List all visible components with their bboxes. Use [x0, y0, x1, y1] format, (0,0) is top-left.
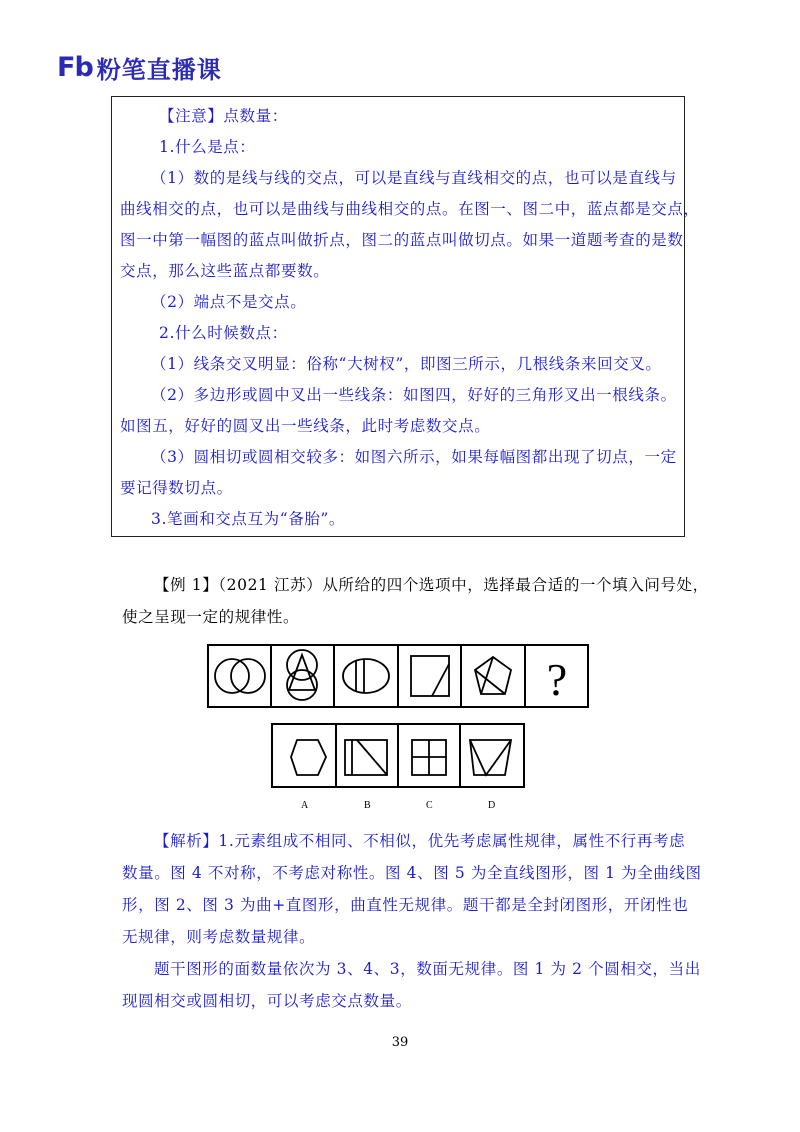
figure-2-circles-triangle: [287, 650, 317, 700]
note-line: 图一中第一幅图的蓝点叫做折点，图二的蓝点叫做切点。如果一道题考查的是数: [120, 231, 684, 249]
figure-3-ellipse-lines: [343, 659, 389, 693]
example-tag: 【例 1】: [154, 576, 219, 594]
note-line: 【注意】点数量：: [159, 107, 288, 125]
analysis-line: 题干图形的面数量依次为 3、4、3，数面无规律。图 1 为 2 个圆相交，当出: [154, 960, 701, 978]
page-number: 39: [391, 1035, 409, 1050]
note-line: 2.什么时候数点：: [159, 324, 288, 342]
brand-name: 粉笔直播课: [96, 56, 222, 84]
option-label-b: B: [364, 800, 371, 811]
option-a-hexagon: [291, 740, 326, 775]
option-label-d: D: [488, 800, 496, 811]
figure-4-square-diagonal: [411, 656, 449, 696]
option-b-rect-lines: [345, 740, 387, 775]
figure-5-pentagon: [475, 657, 511, 694]
note-line: （1）数的是线与线的交点，可以是直线与直线相交的点，也可以是直线与: [151, 169, 677, 187]
note-line: （3）圆相切或圆相交较多：如图六所示，如果每幅图都出现了切点，一定: [151, 448, 677, 466]
analysis-line: 现圆相交或圆相切，可以考虑交点数量。: [122, 992, 412, 1010]
figure-1-two-circles: [215, 659, 265, 693]
note-line: 3.笔画和交点互为“备胎”。: [151, 510, 346, 528]
option-c-square-cross: [412, 740, 446, 775]
example-line-2: 使之呈现一定的规律性。: [122, 608, 300, 626]
note-line: （2）端点不是交点。: [151, 293, 307, 311]
note-line: （1）线条交叉明显：俗称“大树杈”，即图三所示，几根线条来回交叉。: [151, 355, 662, 373]
analysis-line: 无规律，则考虑数量规律。: [122, 928, 316, 946]
note-line: （2）多边形或圆中叉出一些线条：如图四，好好的三角形叉出一根线条。: [151, 386, 677, 404]
analysis-line: 数量。图 4 不对称，不考虑对称性。图 4、图 5 为全直线图形，图 1 为全曲线图: [122, 864, 702, 882]
option-label-c: C: [426, 800, 433, 811]
note-line: 曲线相交的点，也可以是曲线与曲线相交的点。在图一、图二中，蓝点都是交点，: [120, 200, 700, 218]
brand-logo: Fb: [57, 52, 93, 83]
note-line: 交点，那么这些蓝点都要数。: [120, 262, 330, 280]
option-label-a: A: [301, 800, 309, 811]
analysis-line: 形，图 2、图 3 为曲+直图形，曲直性无规律。题干都是全封闭图形，开闭性也: [122, 896, 689, 914]
option-d-trapezoid: [470, 740, 511, 775]
example-text: （2021 江苏）从所给的四个选项中，选择最合适的一个填入问号处，: [218, 576, 709, 594]
analysis-line: 【解析】1.元素组成不相同、不相似，优先考虑属性规律，属性不行再考虑: [154, 832, 686, 850]
note-line: 要记得数切点。: [120, 479, 233, 497]
question-mark: ?: [546, 654, 568, 705]
note-line: 1.什么是点：: [159, 138, 256, 156]
note-line: 如图五，好好的圆叉出一些线条，此时考虑数交点。: [120, 417, 491, 435]
